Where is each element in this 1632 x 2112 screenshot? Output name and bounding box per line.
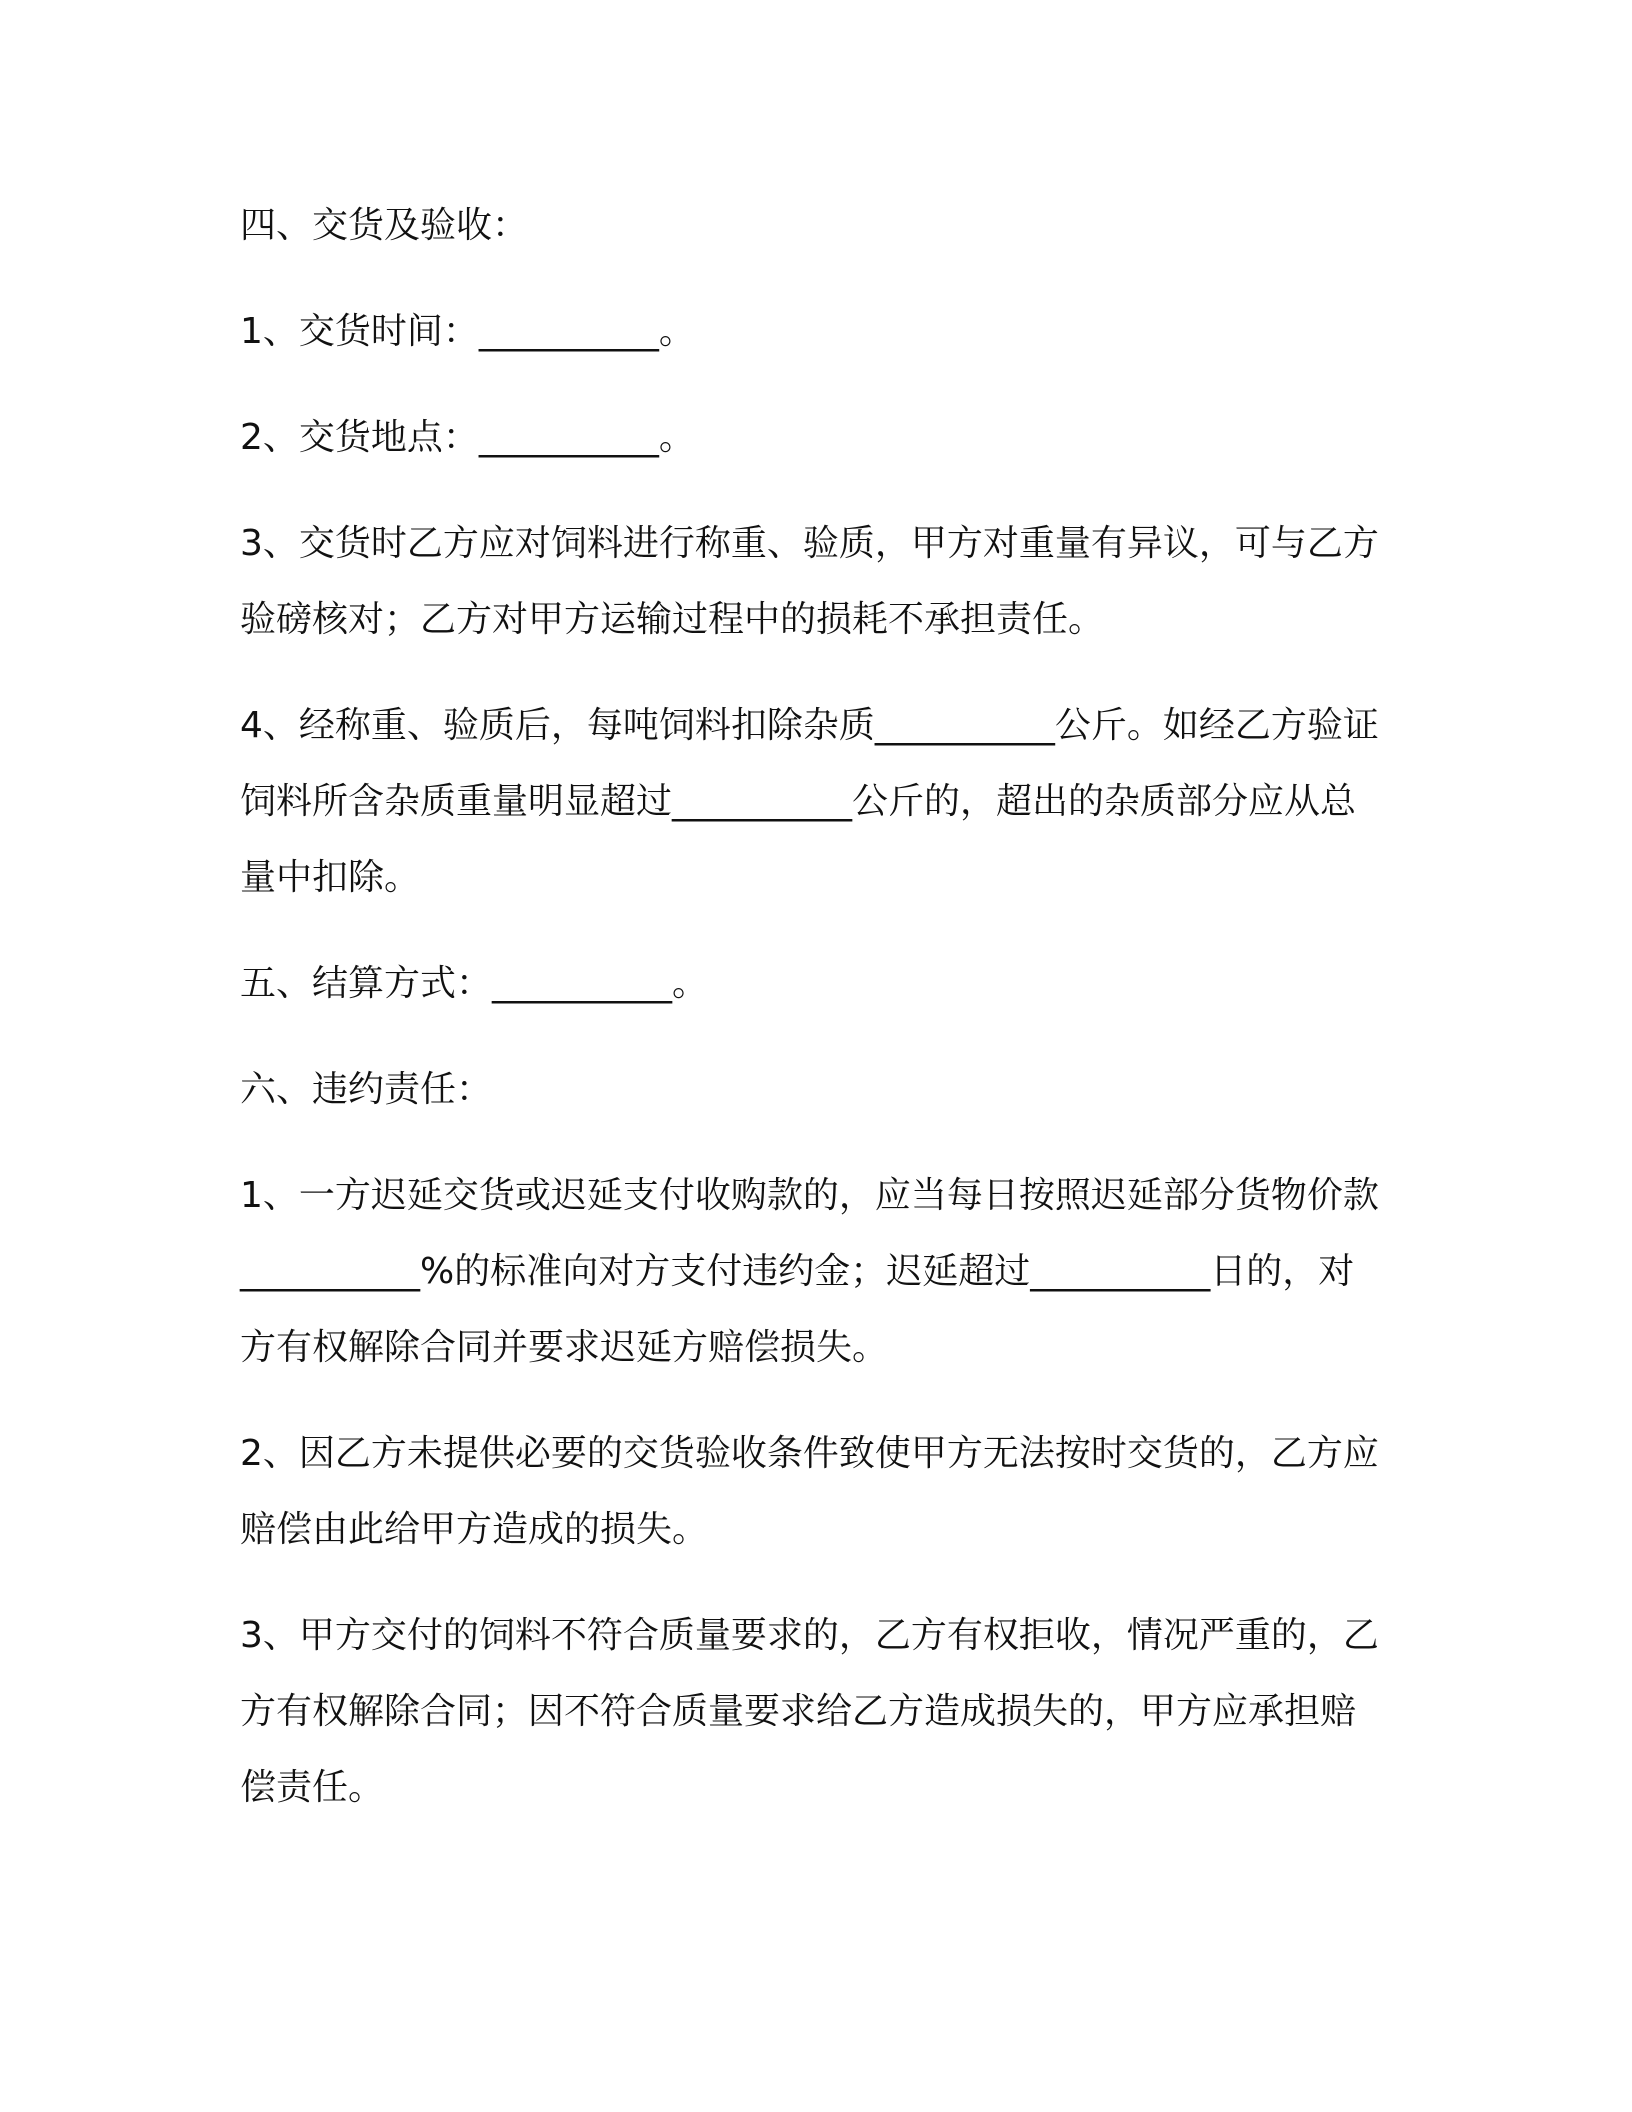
document-body (240, 188, 1390, 1856)
clause-acceptance-conditions: 2、因乙方未提供必要的交货验收条件致使甲方无法按时交货的，乙方应赔偿由此给甲方造成的损失。 (240, 1433, 1379, 1550)
clause-delivery-location: 2、交货地点：__________。 (240, 417, 695, 458)
clause-weighing: 3、交货时乙方应对饲料进行称重、验质，甲方对重量有异议，可与乙方验磅核对；乙方对甲方运输过程中的损耗不承担责任。 (240, 523, 1379, 640)
section-heading-liability: 六、违约责任： (240, 1069, 493, 1110)
clause-impurity: 4、经称重、验质后，每吨饲料扣除杂质__________公斤。如经乙方验证饲料所含杂质重量明显超过__________公斤的，超出的杂质部分应从总量中扣除。 (240, 705, 1379, 898)
clause-late-delivery: 1、一方迟延交货或迟延支付收购款的，应当每日按照迟延部分货物价款__________%的标准向对方支付违约金；迟延超过__________日的，对方有权解除合同并要求迟延方赔偿损失。 (240, 1175, 1379, 1368)
clause-quality: 3、甲方交付的饲料不符合质量要求的，乙方有权拒收，情况严重的，乙方有权解除合同；因不符合质量要求给乙方造成损失的，甲方应承担赔偿责任。 (240, 1615, 1379, 1808)
section-heading-settlement: 五、结算方式：__________。 (240, 963, 709, 1004)
clause-delivery-time: 1、交货时间：__________。 (240, 311, 695, 352)
section-heading-delivery: 四、交货及验收： (240, 205, 529, 246)
